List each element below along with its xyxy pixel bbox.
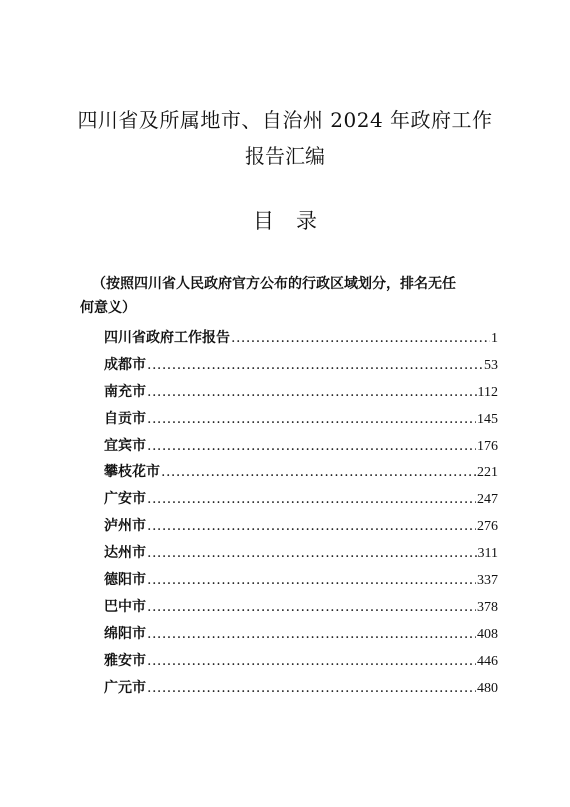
toc-entry-label: 绵阳市	[104, 625, 146, 642]
toc-entry-page: 276	[477, 519, 498, 535]
toc-entry-label: 广元市	[104, 679, 146, 696]
dot-leader	[161, 464, 476, 480]
toc-entry-page: 1	[491, 331, 498, 346]
toc-entry[interactable]	[104, 327, 498, 354]
toc-entry-label: 雅安市	[104, 652, 146, 669]
dot-leader	[147, 518, 476, 534]
toc-entry[interactable]	[104, 623, 498, 650]
toc-entry-page: 378	[477, 599, 498, 615]
toc-entry-page: 247	[477, 492, 498, 508]
toc-entry[interactable]	[104, 677, 498, 704]
toc-entry-label: 南充市	[104, 383, 146, 400]
toc-entry-label: 达州市	[104, 545, 146, 562]
dot-leader	[147, 599, 476, 615]
toc-entry-page: 337	[477, 573, 498, 589]
toc-entry[interactable]	[104, 381, 498, 408]
dot-leader	[147, 626, 476, 642]
toc-entry-page: 408	[477, 626, 498, 642]
toc-entry-page: 221	[477, 465, 498, 481]
toc-entry[interactable]	[104, 408, 498, 435]
toc-entry-page: 145	[477, 411, 498, 427]
dot-leader	[147, 357, 483, 373]
toc-entry-label: 成都市	[104, 356, 146, 373]
toc-heading-char-1: 目	[253, 209, 274, 233]
document-title: 四川省及所属地市、自治州 2024 年政府工作	[77, 108, 493, 132]
toc-entry-label: 宜宾市	[104, 437, 146, 454]
dot-leader	[147, 384, 477, 400]
dot-leader	[147, 438, 476, 454]
dot-leader	[147, 491, 476, 507]
toc-entry-label: 四川省政府工作报告	[104, 330, 230, 346]
toc-entry[interactable]	[104, 515, 498, 542]
toc-entry[interactable]	[104, 542, 498, 569]
dot-leader	[231, 330, 490, 346]
toc-entry-label: 攀枝花市	[104, 464, 160, 481]
ordering-note	[80, 272, 500, 320]
toc-heading-char-2: 录	[296, 209, 317, 233]
toc-entry[interactable]	[104, 461, 498, 488]
toc-entry-label: 泸州市	[104, 518, 146, 535]
ordering-note-line-1: （按照四川省人民政府官方公布的行政区域划分，排名无任	[92, 276, 456, 292]
toc-entry-page: 480	[477, 680, 498, 696]
toc-entry-label: 自贡市	[104, 410, 146, 427]
dot-leader	[147, 653, 476, 669]
toc-entry[interactable]	[104, 596, 498, 623]
toc-entry[interactable]	[104, 488, 498, 515]
toc-heading	[0, 206, 570, 236]
toc-entry-page: 446	[477, 653, 498, 669]
toc-entry[interactable]	[104, 354, 498, 381]
document-subtitle: 报告汇编	[245, 144, 325, 168]
dot-leader	[147, 545, 477, 561]
dot-leader	[147, 572, 476, 588]
toc-entry-page: 53	[484, 357, 498, 373]
toc-entry[interactable]	[104, 650, 498, 677]
toc-entry-page: 176	[477, 438, 498, 454]
dot-leader	[147, 680, 476, 696]
toc-entry-label: 巴中市	[104, 598, 146, 615]
toc-entry[interactable]	[104, 569, 498, 596]
toc-entry-label: 德阳市	[104, 572, 146, 589]
toc-entry-label: 广安市	[104, 491, 146, 508]
toc-entry-page: 311	[477, 546, 498, 562]
toc-entry[interactable]	[104, 435, 498, 462]
ordering-note-line-2: 何意义）	[80, 300, 136, 316]
dot-leader	[147, 411, 476, 427]
table-of-contents	[104, 327, 498, 703]
toc-entry-page: 112	[477, 384, 498, 400]
